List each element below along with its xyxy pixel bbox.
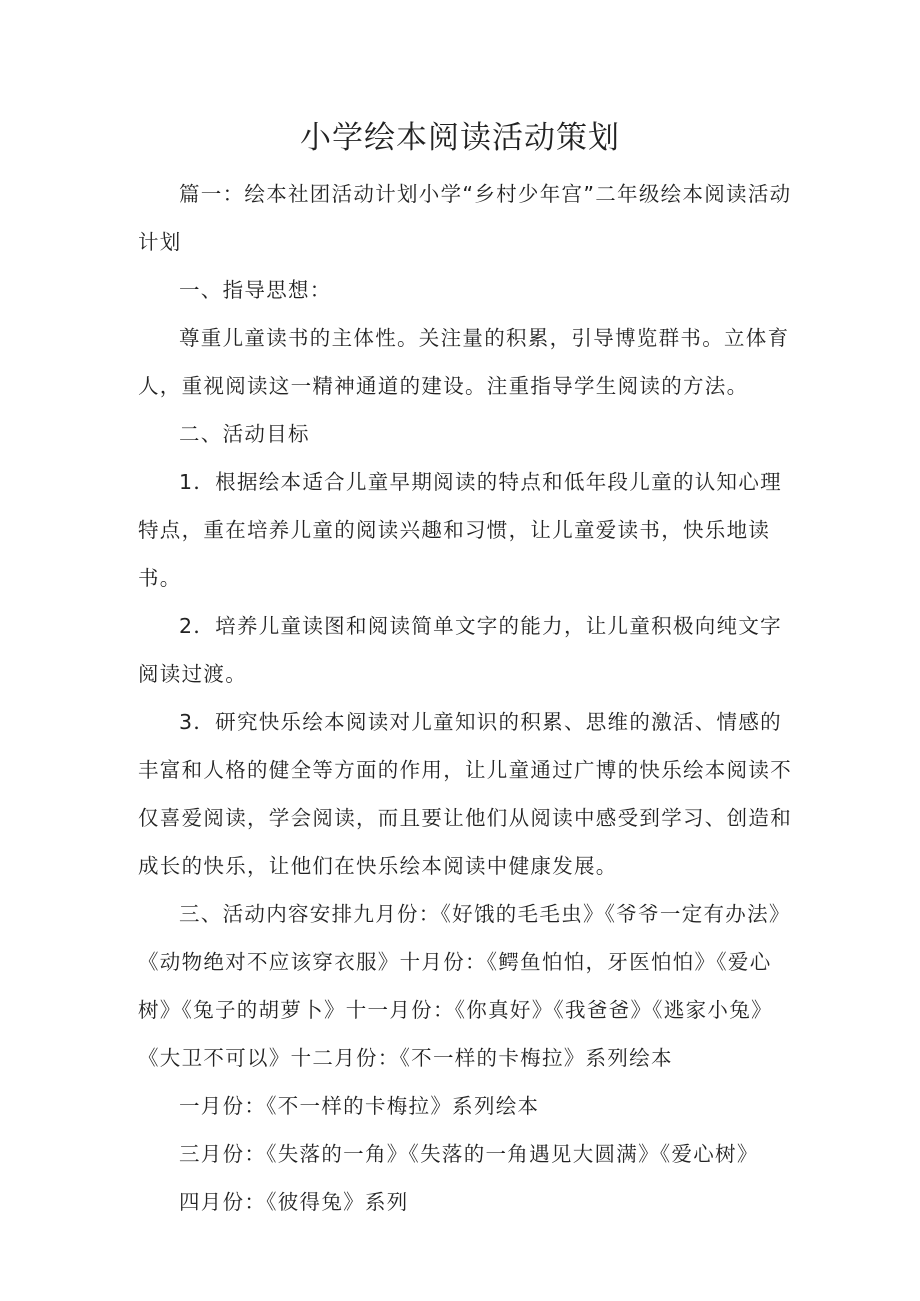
paragraph-goal-3: 3．研究快乐绘本阅读对儿童知识的积累、思维的激活、情感的丰富和人格的健全等方面的作用，让儿童通过广博的快乐绘本阅读不仅喜爱阅读，学会阅读，而且要让他们从阅读中感受到学习、创造和成长的快乐，让他们在快乐绘本阅读中健康发展。 <box>138 710 792 878</box>
paragraph-activity-goals-heading: 二、活动目标 <box>179 422 310 446</box>
paragraph-goal-1: 1．根据绘本适合儿童早期阅读的特点和低年段儿童的认知心理特点，重在培养儿童的阅读兴趣和习惯，让儿童爱读书，快乐地读书。 <box>138 470 782 590</box>
paragraph-goal-2: 2．培养儿童读图和阅读简单文字的能力，让儿童积极向纯文字阅读过渡。 <box>138 614 782 686</box>
document-title: 小学绘本阅读活动策划 <box>300 120 620 156</box>
document-body <box>138 170 803 1226</box>
paragraph-activity-content: 三、活动内容安排九月份：《好饿的毛毛虫》《爷爷一定有办法》《动物绝对不应该穿衣服》十月份：《鳄鱼怕怕，牙医怕怕》《爱心树》《兔子的胡萝卜》十一月份：《你真好》《我爸爸》《逃家小兔》《大卫不可以》十二月份：《不一样的卡梅拉》系列绘本 <box>138 902 791 1070</box>
paragraph-march: 三月份：《失落的一角》《失落的一角遇见大圆满》《爱心树》 <box>179 1142 759 1166</box>
paragraph-january: 一月份：《不一样的卡梅拉》系列绘本 <box>179 1094 540 1118</box>
paragraph-april: 四月份：《彼得兔》系列 <box>179 1190 409 1214</box>
paragraph-guiding-ideology: 尊重儿童读书的主体性。关注量的积累，引导博览群书。立体育人，重视阅读这一精神通道的建设。注重指导学生阅读的方法。 <box>138 326 790 398</box>
paragraph-guiding-ideology-heading: 一、指导思想： <box>179 278 332 302</box>
paragraph-section-one-heading: 篇一：绘本社团活动计划小学“乡村少年宫”二年级绘本阅读活动计划 <box>138 182 792 254</box>
